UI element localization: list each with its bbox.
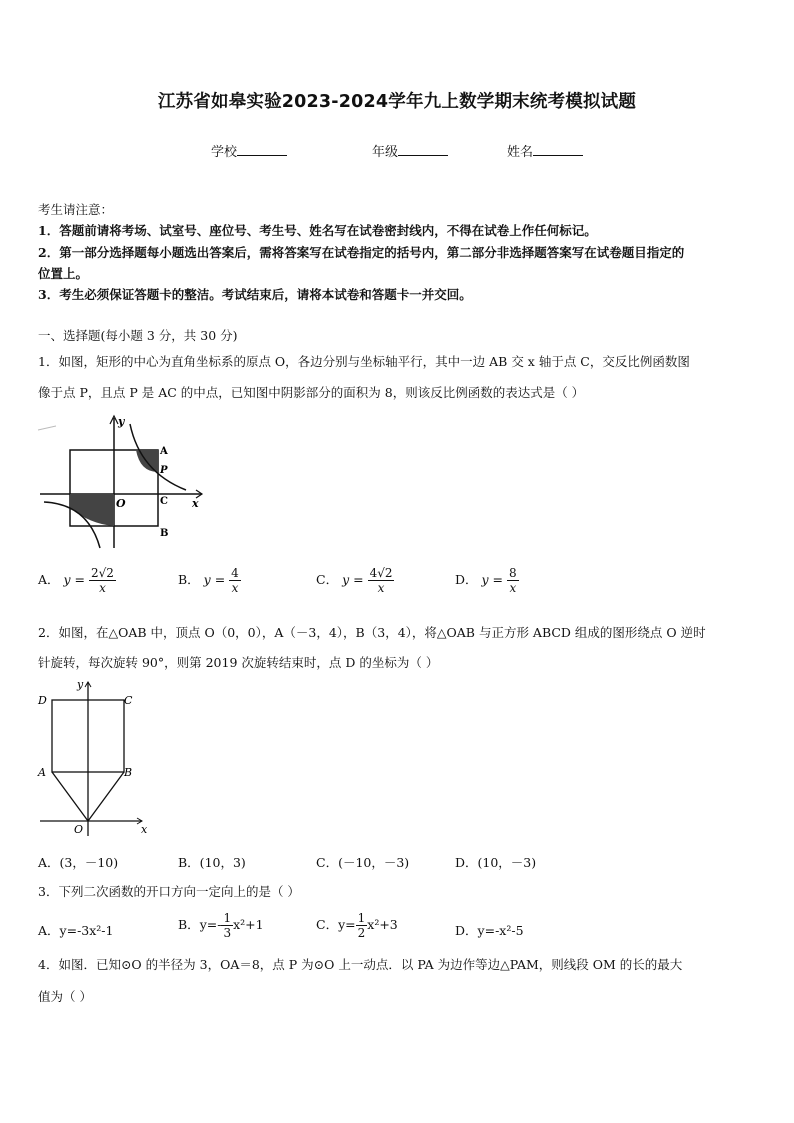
q1-label-b: B [160,528,169,539]
q3-option-c[interactable] [316,911,398,940]
q1-option-d-letter: D． [455,572,478,587]
school-field [211,141,287,160]
q3-option-b[interactable] [178,911,264,940]
q4-text-line1: 4．如图．已知⊙O 的半径为 3，OA＝8，点 P 为⊙O 上一动点．以 PA 为边作等边△PAM，则线段 OM 的长的最大 [38,957,683,972]
q1-option-d-fraction [507,566,519,595]
q2-label-x: x [141,823,148,836]
grade-blank[interactable] [398,143,448,156]
q2-label-o: O [74,823,84,836]
q1-label-y: y [118,415,125,428]
q3-option-c-num: 1 [357,911,366,925]
q3-option-b-fraction [221,911,233,940]
q1-option-a-lhs: y = [63,572,86,587]
q1-option-b[interactable] [178,566,241,595]
q2-label-d: D [38,694,47,707]
school-blank[interactable] [237,143,287,156]
q1-option-d[interactable] [455,566,519,595]
q1-option-c-den: x [377,581,385,595]
q1-option-d-lhs: y = [481,572,504,587]
q2-option-d[interactable]: D．(10，－3) [455,855,537,870]
q1-option-c[interactable] [316,566,394,595]
q3-option-b-den: 3 [223,926,232,940]
q3-option-c-pre: y= [338,917,356,932]
q2-text-line2: 针旋转，每次旋转 90°，则第 2019 次旋转结束时，点 D 的坐标为（ ） [38,655,439,670]
q3-option-c-post: x²+3 [367,917,398,932]
q1-option-b-fraction [229,566,241,595]
q2-label-b: B [124,766,133,779]
q2-label-y: y [77,678,84,691]
q3-option-a-letter: A． [38,923,60,938]
page-title: 江苏省如皋实验2023-2024学年九上数学期末统考模拟试题 [157,92,637,112]
q3-option-b-num: 1 [223,911,232,925]
q1-option-b-lhs: y = [203,572,226,587]
section-heading: 一、选择题(每小题 3 分，共 30 分) [38,328,238,343]
grade-field [372,141,448,160]
q3-option-d[interactable] [455,921,524,939]
q3-option-a-text: y=-3x²-1 [59,923,114,938]
q3-option-d-text: y=-x²-5 [477,923,524,938]
q1-option-a-fraction [89,566,116,595]
notice-item-3: 3．考生必须保证答题卡的整洁。考试结束后，请将本试卷和答题卡一并交回。 [38,287,472,302]
grade-label: 年级 [372,145,399,160]
q1-option-a-num: 2√2 [91,566,114,580]
q1-shaded-region-lower [70,494,114,526]
notice-item-1: 1．答题前请将考场、试室号、座位号、考生号、姓名写在试卷密封线内，不得在试卷上作任何标记。 [38,223,597,238]
q2-option-c[interactable]: C．(－10，－3) [316,855,410,870]
q1-label-a: A [160,446,168,457]
q2-segment-oa [52,772,88,821]
q1-label-p: P [160,465,168,476]
notice-item-2-cont: 位置上。 [38,266,89,281]
q1-figure [36,412,206,552]
q1-option-c-letter: C． [316,572,339,587]
q2-label-a: A [38,766,46,779]
q3-option-c-den: 2 [357,926,366,940]
q3-option-c-fraction [356,911,368,940]
q1-option-c-fraction [368,566,395,595]
q2-option-b[interactable]: B．(10，3) [178,855,246,870]
notice-heading: 考生请注意： [38,202,114,217]
q3-option-b-post: x²+1 [233,917,264,932]
name-label: 姓名 [507,145,534,160]
q1-option-a-letter: A． [38,572,60,587]
q2-text-line1: 2．如图，在△OAB 中，顶点 O（0，0），A（－3，4），B（3，4），将△OAB 与正方形 ABCD 组成的图形绕点 O 逆时 [38,625,706,640]
q1-label-c: C [160,496,168,507]
q1-option-b-den: x [231,581,239,595]
q2-label-c: C [124,694,133,707]
q4-text-line2: 值为（ ） [38,989,92,1004]
q1-text-line2: 像于点 P，且点 P 是 AC 的中点，已知图中阴影部分的面积为 8，则该反比例函数的表达式是（ ） [38,385,585,400]
school-label: 学校 [211,145,238,160]
q3-option-c-letter: C． [316,917,339,932]
q3-option-d-letter: D． [455,923,478,938]
q1-label-x: x [192,497,199,510]
q2-segment-ob [88,772,124,821]
q1-option-d-den: x [509,581,517,595]
q1-option-b-letter: B． [178,572,200,587]
q1-text-line1: 1．如图，矩形的中心为直角坐标系的原点 O，各边分别与坐标轴平行，其中一边 AB 交 x 轴于点 C，交反比例函数图 [38,354,690,369]
q3-text-line1: 3．下列二次函数的开口方向一定向上的是（ ） [38,884,300,899]
q1-option-a-den: x [99,581,106,595]
q2-figure [34,676,164,840]
name-field [507,141,583,160]
q1-option-d-num: 8 [509,566,517,580]
q3-option-b-pre: y=- [199,917,222,932]
q3-option-b-letter: B． [178,917,200,932]
q1-option-c-lhs: y = [342,572,364,587]
notice-item-2: 2．第一部分选择题每小题选出答案后，需将答案写在试卷指定的括号内，第二部分非选择题答案写在试卷题目指定的 [38,245,685,260]
q3-option-a[interactable] [38,921,113,939]
name-blank[interactable] [533,143,583,156]
q1-option-a[interactable] [38,566,116,595]
q2-option-a[interactable]: A．(3，－10) [38,855,119,870]
q1-label-o: O [116,497,126,510]
q1-option-c-num: 4√2 [369,566,393,580]
q1-option-b-num: 4 [231,566,239,580]
q1-figure-smudge [38,426,56,430]
